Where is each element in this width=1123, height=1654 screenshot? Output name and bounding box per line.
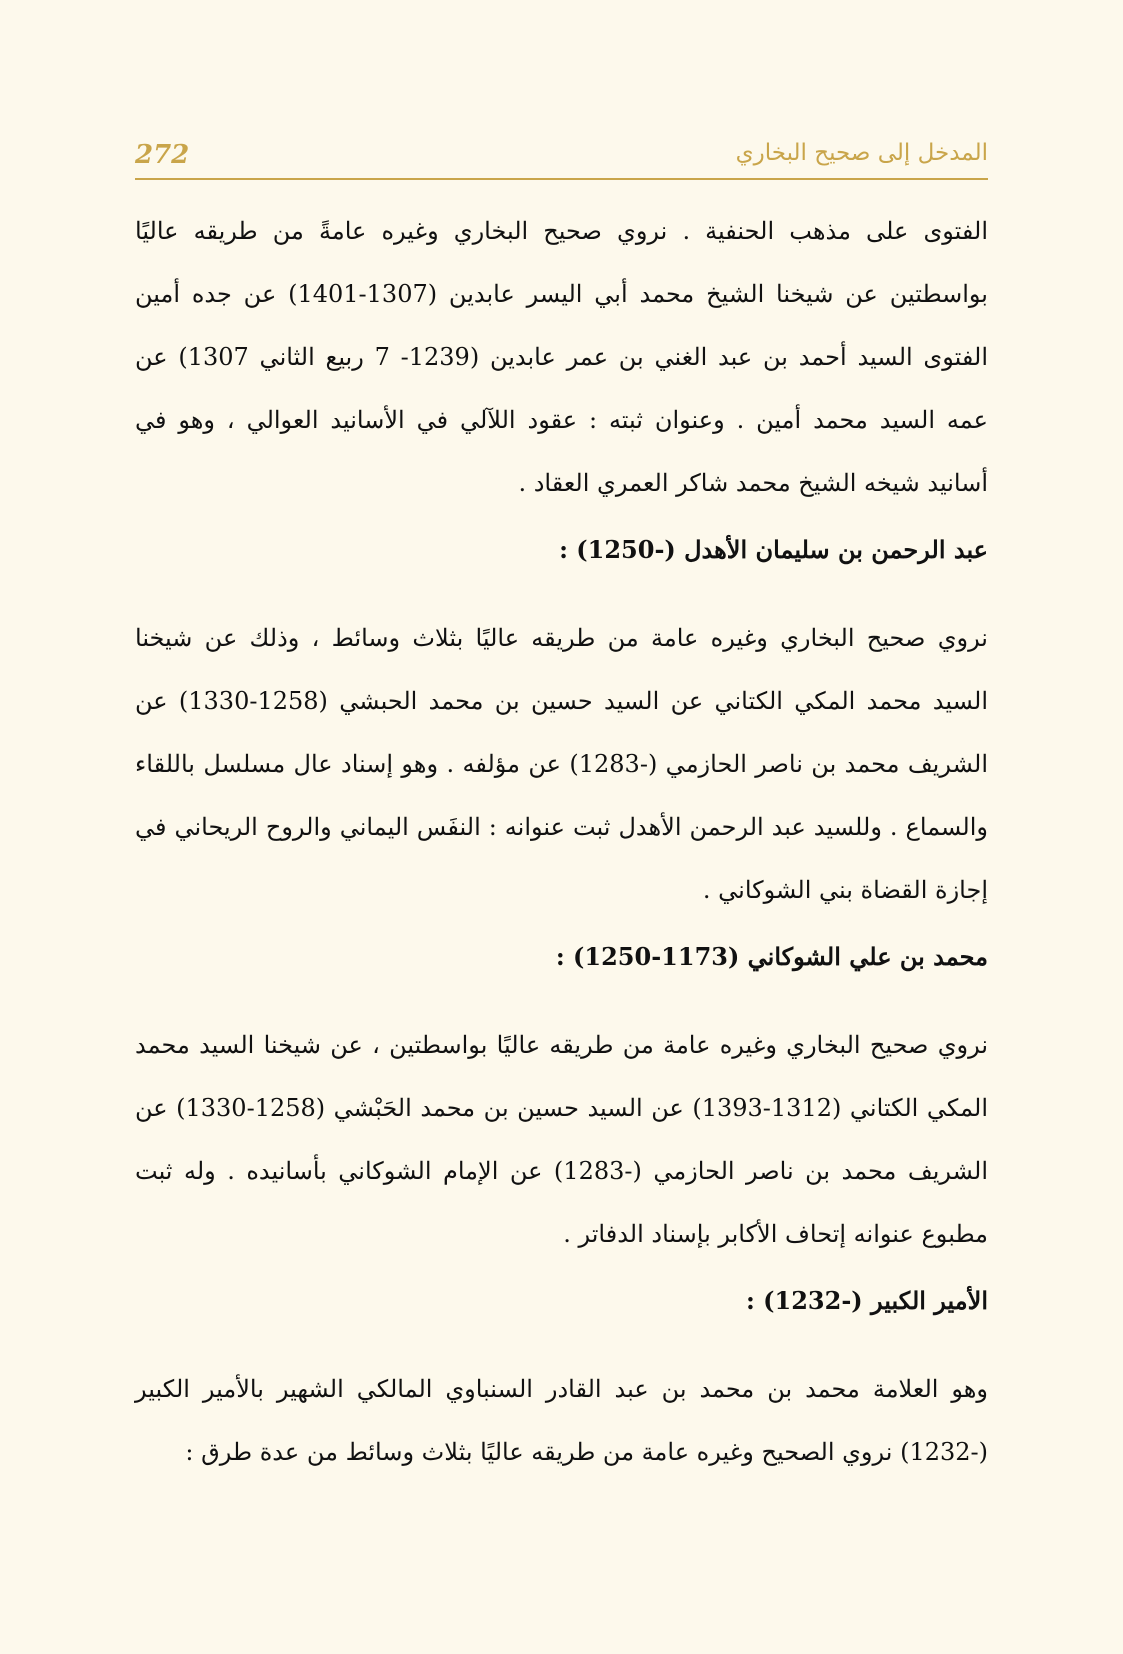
page-header <box>135 128 988 180</box>
paragraph-ahdal: نروي صحيح البخاري وغيره عامة من طريقه عاليًا بثلاث وسائط ، وذلك عن شيخنا السيد محمد المكي الكتاني عن السيد حسين بن محمد الحبشي (1258-1330) عن الشريف محمد بن ناصر الحازمي (-1283) عن مؤلفه . وهو إسناد عال مسلسل باللقاء والسماع . وللسيد عبد الرحمن الأهدل ثبت عنوانه : النفَس اليماني والروح الريحاني في إجازة القضاة بني الشوكاني . <box>135 624 989 904</box>
paragraph-shawkani: نروي صحيح البخاري وغيره عامة من طريقه عاليًا بواسطتين ، عن شيخنا السيد محمد المكي الكتاني (1312-1393) عن السيد حسين بن محمد الحَبْشي (1258-1330) عن الشريف محمد بن ناصر الحازمي (-1283) عن الإمام الشوكاني بأسانيده . وله ثبت مطبوع عنوانه إتحاف الأكابر بإسناد الدفاتر . <box>135 1031 989 1248</box>
paragraph-amir-kabir: وهو العلامة محمد بن محمد بن عبد القادر السنباوي المالكي الشهير بالأمير الكبير (-1232) نروي الصحيح وغيره عامة من طريقه عاليًا بثلاث وسائط من عدة طرق : <box>135 1375 988 1466</box>
paragraph-intro: الفتوى على مذهب الحنفية . نروي صحيح البخاري وغيره عامةً من طريقه عاليًا بواسطتين عن شيخنا الشيخ محمد أبي اليسر عابدين (1307-1401) عن جده أمين الفتوى السيد أحمد بن عبد الغني بن عمر عابدين (1239- 7 ربيع الثاني 1307) عن عمه السيد محمد أمين . وعنوان ثبته : عقود اللآلي في الأسانيد العوالي ، وهو في أسانيد شيخه الشيخ محمد شاكر العمري العقاد . <box>135 217 988 497</box>
section-heading-ahdal: عبد الرحمن بن سليمان الأهدل (-1250) : <box>559 535 988 564</box>
running-title: المدخل إلى صحيح البخاري <box>735 140 988 166</box>
section-heading-shawkani: محمد بن علي الشوكاني (1173-1250) : <box>555 942 988 971</box>
page-number: 272 <box>135 140 190 170</box>
section-heading-amir-kabir: الأمير الكبير (-1232) : <box>745 1286 988 1315</box>
page-body <box>135 200 988 1484</box>
